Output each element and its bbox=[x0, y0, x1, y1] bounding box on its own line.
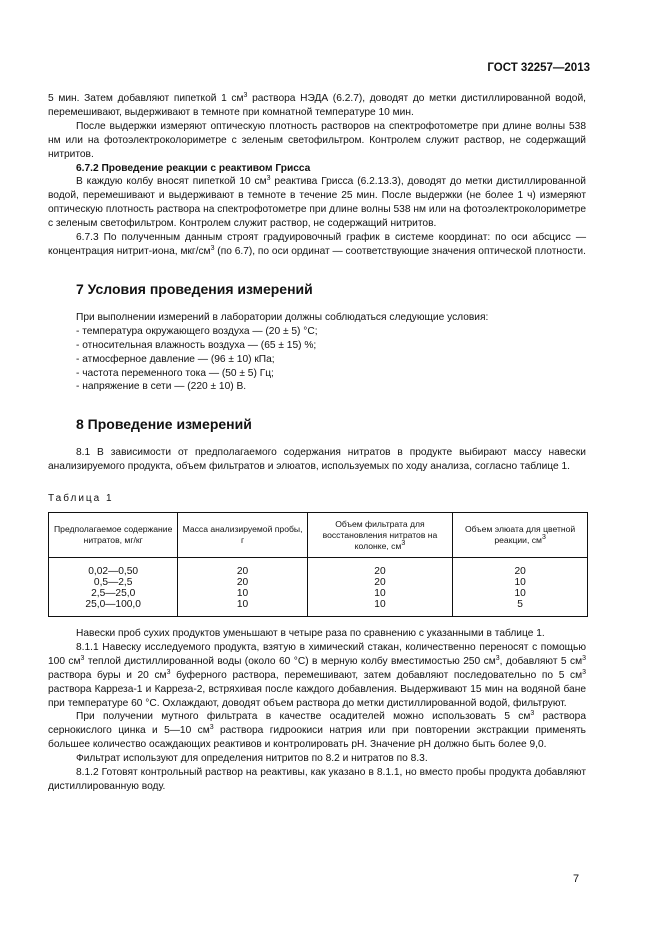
table-row bbox=[49, 558, 588, 578]
column-header: Масса анализируемой пробы, г bbox=[178, 513, 307, 558]
text-run: буферного раствора, перемешивают, затем добавляют последовательно по 5 см bbox=[170, 669, 583, 681]
subsection-6-7-2: 6.7.2 Проведение реакции с реактивом Грисса bbox=[76, 162, 311, 174]
paragraph-measurement: После выдержки измеряют оптическую плотность растворов на спектрофотометре при длине волны 538 нм или на фотоэлектроколориметре с зеленым светофильтром. Контролем служит раствор, не содержащий нитритов. bbox=[48, 120, 586, 160]
page-content bbox=[48, 92, 586, 794]
list-item: - относительная влажность воздуха — (65 ± 15) %; bbox=[76, 339, 317, 351]
table-cell: 5 bbox=[453, 599, 588, 617]
paragraph-8-1-2: 8.1.2 Готовят контрольный раствор на реактивы, как указано в 8.1.1, но вместо пробы продукта добавляют дистиллированную воду. bbox=[48, 767, 586, 792]
superscript: 3 bbox=[541, 534, 546, 542]
text-run: 6.7.3 По полученным данным строят градуировочный график в системе координат: по оси абсцисс — концентрация нитрит-иона, мкг/см bbox=[48, 232, 586, 257]
table-header-row bbox=[49, 513, 588, 558]
paragraph-turbid-filtrate bbox=[48, 710, 586, 752]
document-code: ГОСТ 32257—2013 bbox=[487, 62, 590, 74]
text-run: раствора буры и 20 см bbox=[48, 669, 167, 681]
text-run: В каждую колбу вносят пипеткой 10 см bbox=[76, 176, 267, 188]
list-item: - напряжение в сети — (220 ± 10) В. bbox=[76, 381, 247, 393]
page-number: 7 bbox=[573, 873, 580, 885]
text-run: теплой дистиллированной воды (около 60 °С) в мерную колбу вместимостью 250 см bbox=[84, 655, 496, 667]
superscript: 3 bbox=[582, 668, 586, 676]
text-run: 5 мин. Затем добавляют пипеткой 1 см bbox=[48, 93, 244, 104]
list-item: - температура окружающего воздуха — (20 ± 5) °С; bbox=[76, 325, 318, 337]
table-caption: Таблица 1 bbox=[48, 493, 114, 505]
section-8-title: 8 Проведение измерений bbox=[76, 416, 252, 433]
table-cell: 2,5—25,0 bbox=[49, 588, 178, 599]
paragraph-8-1-1 bbox=[48, 641, 586, 711]
superscript: 3 bbox=[266, 175, 271, 183]
superscript: 3 bbox=[210, 244, 215, 252]
table-cell: 10 bbox=[178, 588, 307, 599]
conditions-list bbox=[76, 325, 586, 395]
superscript: 3 bbox=[530, 710, 535, 718]
superscript: 3 bbox=[166, 668, 171, 676]
table-cell: 20 bbox=[307, 577, 453, 588]
list-item: - частота переменного тока — (50 ± 5) Гц; bbox=[76, 367, 274, 379]
table-row bbox=[49, 577, 588, 588]
table-1 bbox=[48, 512, 588, 617]
column-header bbox=[307, 513, 453, 558]
table-cell: 25,0—100,0 bbox=[49, 599, 178, 617]
superscript: 3 bbox=[209, 724, 214, 732]
table-cell: 20 bbox=[178, 577, 307, 588]
section-7-title: 7 Условия проведения измерений bbox=[76, 280, 313, 297]
table-cell: 10 bbox=[307, 588, 453, 599]
paragraph-griss bbox=[48, 175, 586, 231]
paragraph-8-1: 8.1 В зависимости от предполагаемого содержания нитратов в продукте выбирают массу навески анализируемого продукта, объем фильтратов и элюатов, используемых по ходу анализа, согласно таблице 1. bbox=[48, 447, 586, 473]
table-cell: 20 bbox=[178, 558, 307, 578]
table-cell: 10 bbox=[453, 588, 588, 599]
table-row bbox=[49, 599, 588, 617]
text-run: реактива Грисса (6.2.13.3), доводят до метки дистиллированной водой, перемешивают и выдерживают в темноте в течение 25 мин. После выдержки (не более 1 ч) измеряют оптическую плотность раствора на спектрофотометре при длине волны 538 нм или на фотоэлектроколориметре с зеленым светофильтром. Контролем служит раствор, не содержащий нитритов. bbox=[48, 176, 586, 230]
column-header bbox=[453, 513, 588, 558]
table-cell: 10 bbox=[453, 577, 588, 588]
superscript: 3 bbox=[582, 654, 586, 662]
table-cell: 20 bbox=[307, 558, 453, 578]
table-cell: 0,02—0,50 bbox=[49, 558, 178, 578]
text-run: раствора НЭДА (6.2.7), доводят до метки дистиллированной водой, перемешивают, выдерживают в темноте при комнатной температуре 10 мин. bbox=[48, 93, 586, 118]
text-run: (по 6.7), по оси ординат — соответствующие значения оптической плотности. bbox=[214, 245, 586, 257]
text-run: раствора Карреза-1 и Карреза-2, встряхивая после каждого добавления. Выдерживают 15 мин на водяной бане при температуре 60 °С. Охлаждают, доводят объем раствора до метки дистиллированной водой, фильтруют. bbox=[48, 683, 586, 709]
text-run: , добавляют 5 см bbox=[499, 655, 583, 667]
superscript: 3 bbox=[401, 539, 406, 547]
text-run: При получении мутного фильтрата в качестве осадителей можно использовать 5 см bbox=[76, 711, 531, 723]
text-run: раствора гидроокиси натрия или при повторении экстракции применять большее количество осаждающих реактивов и контролировать рН. Значение рН должно быть более 9,0. bbox=[48, 725, 586, 751]
text-run: 8.1.1 Навеску исследуемого продукта, взятую в химический стакан, количественно переносят с помощью 100 см bbox=[48, 641, 586, 667]
table-cell: 10 bbox=[178, 599, 307, 617]
text-run: раствора сернокислого цинка и 5—10 см bbox=[48, 711, 586, 737]
header-text: Объем элюата для цветной реакции, см bbox=[464, 524, 576, 546]
section-7-intro: При выполнении измерений в лаборатории должны соблюдаться следующие условия: bbox=[76, 311, 489, 323]
header-text: Объем фильтрата для восстановления нитратов на колонке, см bbox=[322, 518, 438, 551]
superscript: 3 bbox=[80, 654, 85, 662]
table-row bbox=[49, 588, 588, 599]
superscript: 3 bbox=[243, 92, 248, 99]
column-header: Предполагаемое содержание нитратов, мг/кг bbox=[49, 513, 178, 558]
paragraph-6-7-3 bbox=[48, 231, 586, 259]
paragraph-nеda bbox=[48, 92, 586, 120]
table-cell: 10 bbox=[307, 599, 453, 617]
superscript: 3 bbox=[495, 654, 500, 662]
table-cell: 0,5—2,5 bbox=[49, 577, 178, 588]
paragraph-dry-samples: Навески проб сухих продуктов уменьшают в четыре раза по сравнению с указанными в таблице 1. bbox=[76, 628, 545, 640]
list-item: - атмосферное давление — (96 ± 10) кПа; bbox=[76, 353, 275, 365]
table-cell: 20 bbox=[453, 558, 588, 578]
paragraph-filtrate-use: Фильтрат используют для определения нитритов по 8.2 и нитратов по 8.3. bbox=[76, 753, 428, 765]
